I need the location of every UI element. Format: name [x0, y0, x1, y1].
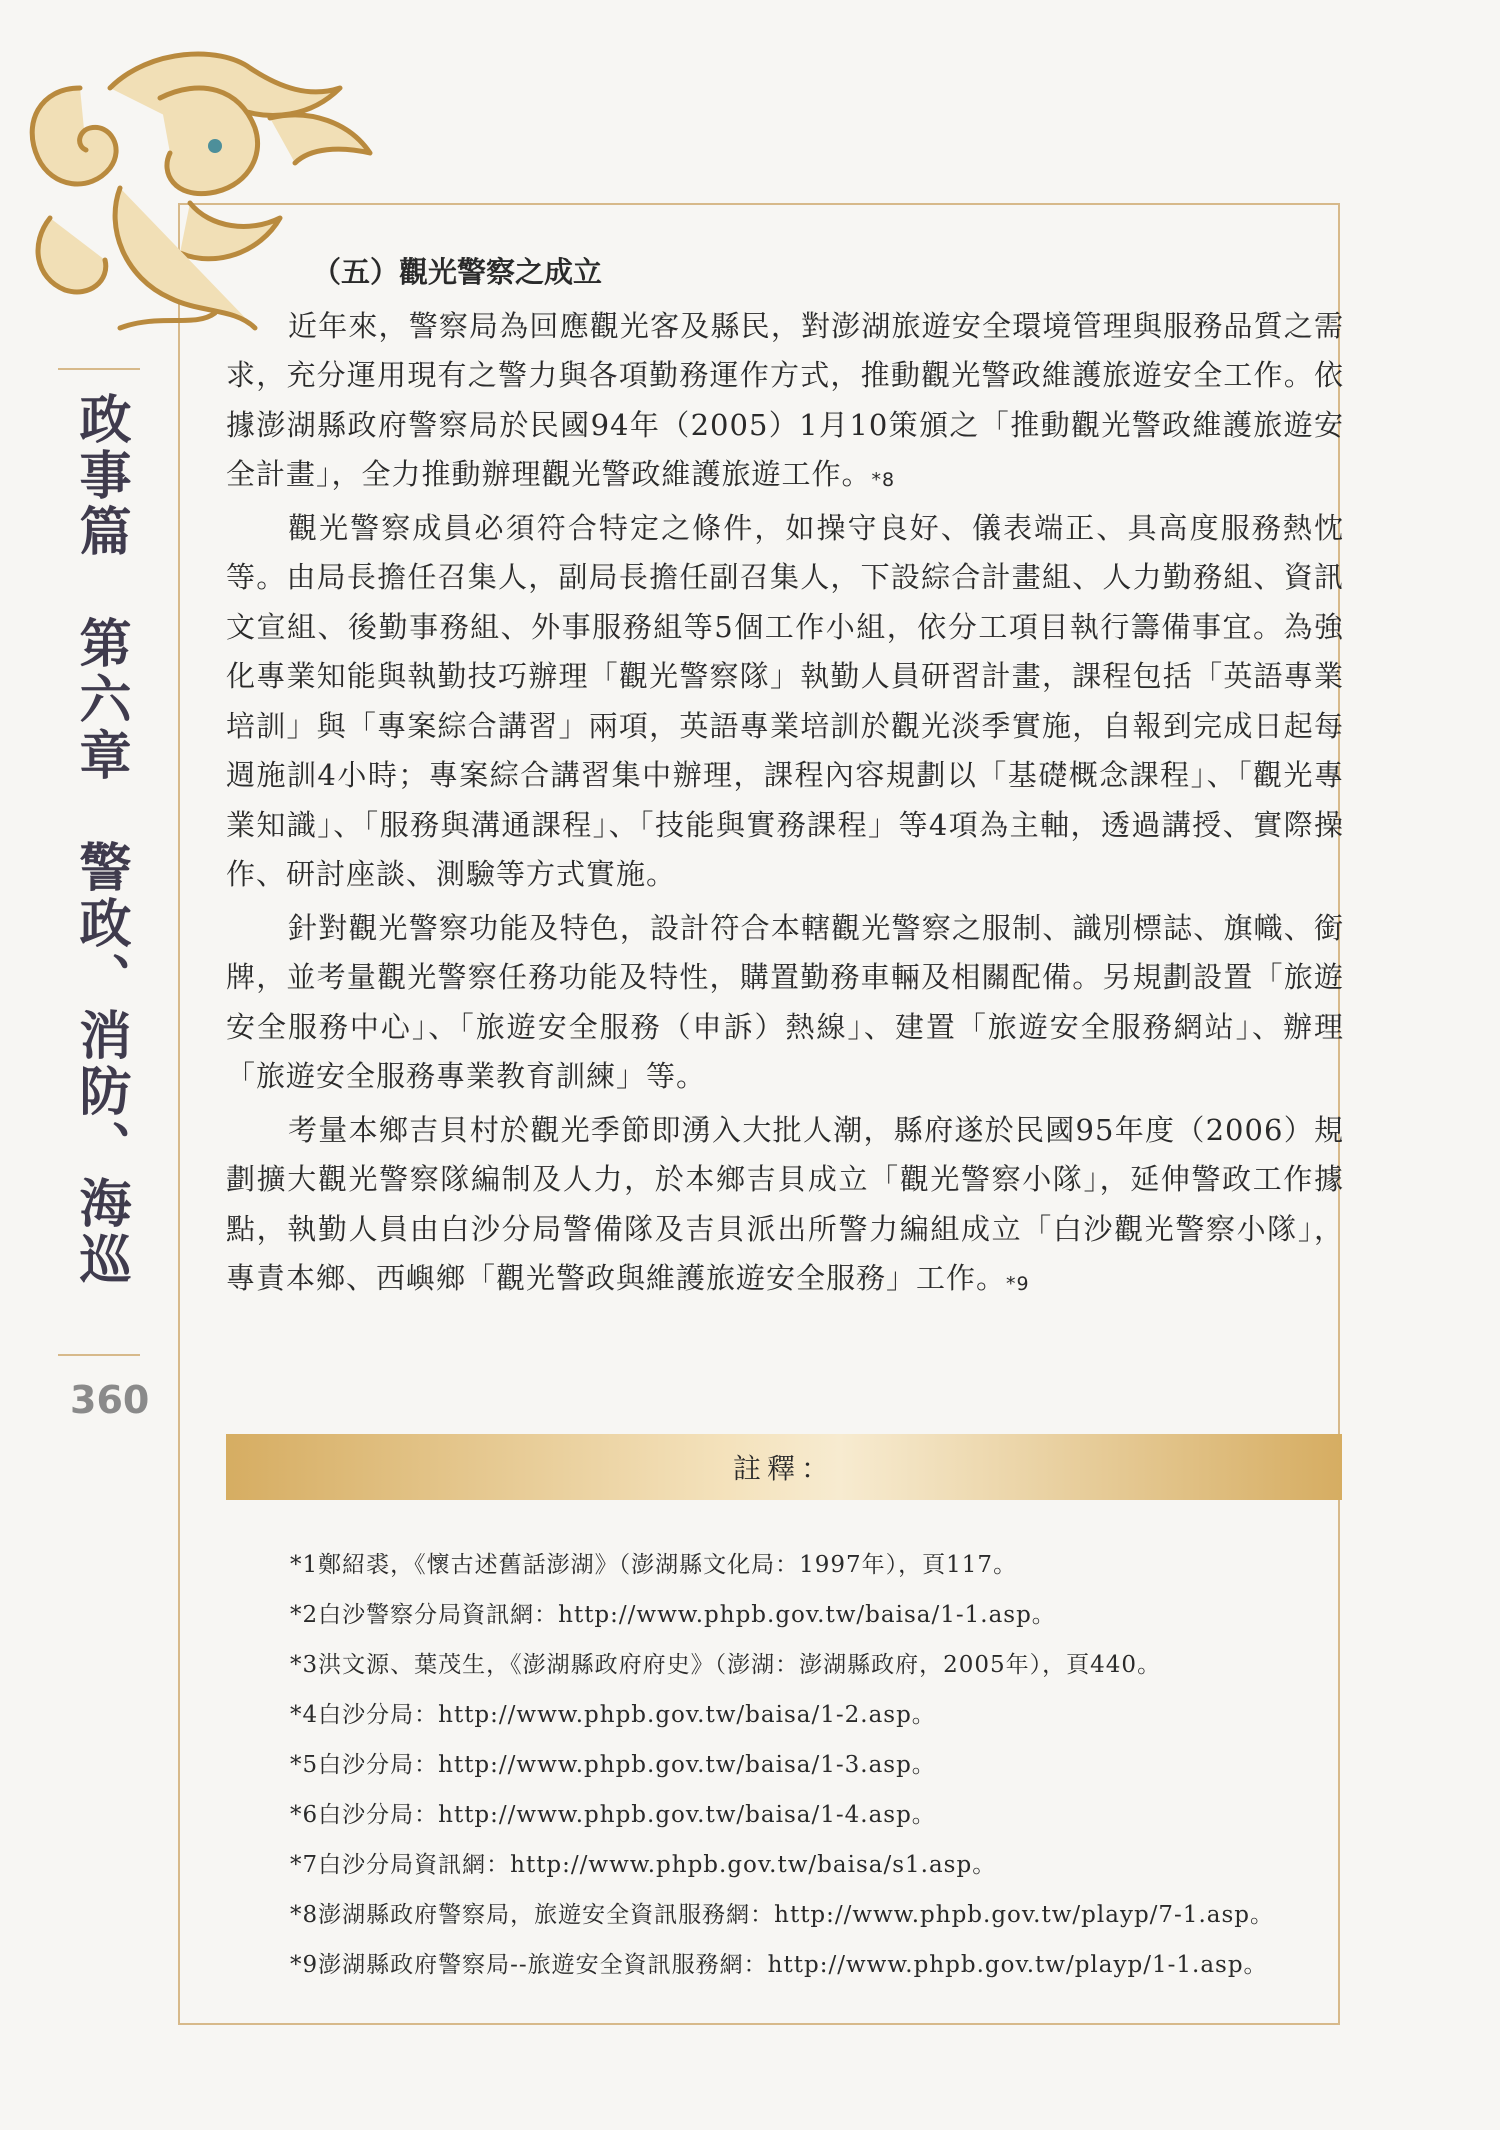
ornament-eye-icon: [208, 139, 222, 153]
notes-heading-bar: [226, 1434, 1342, 1500]
paragraph-text: 考量本鄉吉貝村於觀光季節即湧入大批人潮，縣府遂於民國95年度（2006）規劃擴大觀光警察隊編制及人力，於本鄉吉貝成立「觀光警察小隊」，延伸警政工作據點，執勤人員由白沙分局警備隊及吉貝派出所警力編組成立「白沙觀光警察小隊」，專責本鄉、西嶼鄉「觀光警政與維護旅遊安全服務」工作。: [226, 1112, 1344, 1295]
paragraph: [226, 302, 1344, 504]
note-item: *6白沙分局：http://www.phpb.gov.tw/baisa/1-4.asp。: [290, 1802, 936, 1828]
paragraph-text: 針對觀光警察功能及特色，設計符合本轄觀光警察之服制、識別標誌、旗幟、銜牌，並考量觀光警察任務功能及特性，購置勤務車輛及相關配備。另規劃設置「旅遊安全服務中心」、「旅遊安全服務（申訴）熱線」、建置「旅遊安全服務網站」、辦理「旅遊安全服務專業教育訓練」等。: [226, 910, 1344, 1093]
note-item: *8澎湖縣政府警察局，旅遊安全資訊服務網：http://www.phpb.gov.tw/playp/7-1.asp。: [290, 1902, 1275, 1928]
notes-heading: 註釋：: [732, 1452, 835, 1485]
page-number: 360: [70, 1378, 150, 1422]
paragraph-text: 近年來，警察局為回應觀光客及縣民，對澎湖旅遊安全環境管理與服務品質之需求，充分運用現有之警力與各項勤務運作方式，推動觀光警政維護旅遊安全工作。依據澎湖縣政府警察局於民國94年（2005）1月10策頒之「推動觀光警政維護旅遊安全計畫」，全力推動辦理觀光警政維護旅遊工作。: [226, 308, 1344, 491]
note-item: *5白沙分局：http://www.phpb.gov.tw/baisa/1-3.asp。: [290, 1752, 936, 1778]
section-heading: （五）觀光警察之成立: [312, 255, 603, 289]
note-item: *7白沙分局資訊網：http://www.phpb.gov.tw/baisa/s1.asp。: [290, 1852, 997, 1878]
paragraph: [226, 1106, 1344, 1308]
note-item: *1鄭紹裘，《懷古述舊話澎湖》（澎湖縣文化局：1997年），頁117。: [290, 1552, 1018, 1578]
paragraph: [226, 904, 1344, 1106]
notes-list: [290, 1540, 1330, 1990]
note-item: *2白沙警察分局資訊網：http://www.phpb.gov.tw/baisa/1-1.asp。: [290, 1602, 1056, 1628]
main-content: [226, 248, 1344, 1308]
footnote-ref: *8: [871, 469, 896, 491]
note-item: *3洪文源、葉茂生，《澎湖縣政府府史》（澎湖：澎湖縣政府，2005年），頁440。: [290, 1652, 1162, 1678]
note-item: *4白沙分局：http://www.phpb.gov.tw/baisa/1-2.asp。: [290, 1702, 936, 1728]
footnote-ref: *9: [1006, 1273, 1030, 1295]
paragraph: [226, 504, 1344, 904]
note-item: *9澎湖縣政府警察局--旅遊安全資訊服務網：http://www.phpb.gov.tw/playp/1-1.asp。: [290, 1952, 1268, 1978]
chapter-title: 政事篇 第六章 警政、消防、海巡: [70, 392, 131, 1288]
paragraph-text: 觀光警察成員必須符合特定之條件，如操守良好、儀表端正、具高度服務熱忱等。由局長擔任召集人，副局長擔任副召集人，下設綜合計畫組、人力勤務組、資訊文宣組、後勤事務組、外事服務組等5個工作小組，依分工項目執行籌備事宜。為強化專業知能與執勤技巧辦理「觀光警察隊」執勤人員研習計畫，課程包括「英語專業培訓」與「專案綜合講習」兩項，英語專業培訓於觀光淡季實施，自報到完成日起每週施訓4小時；專案綜合講習集中辦理，課程內容規劃以「基礎概念課程」、「觀光專業知識」、「服務與溝通課程」、「技能與實務課程」等4項為主軸，透過講授、實際操作、研討座談、測驗等方式實施。: [226, 510, 1344, 891]
